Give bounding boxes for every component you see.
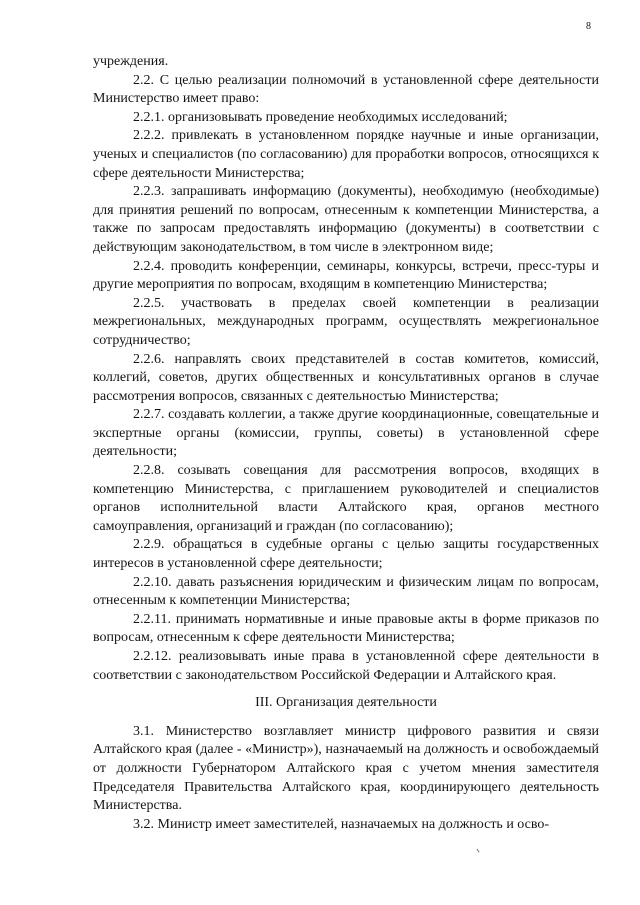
paragraph-2-2-12: 2.2.12. реализовывать иные права в установленной сфере деятельности в соответствии с законодательством Российской Федерации и Алтайского края. xyxy=(93,649,599,683)
paragraph-2-2-3: 2.2.3. запрашивать информацию (документы), необходимую (необходимые) для принятия решений по вопросам, отнесенным к компетенции Министерства, а также по запросам предоставлять информацию (документы) в соответствии с действующим законодательством, в том числе в электронном виде; xyxy=(93,184,599,255)
paragraph-2-2-6: 2.2.6. направлять своих представителей в состав комитетов, комиссий, коллегий, советов, других общественных и консультативных органов в случае рассмотрения вопросов, связанных с деятельностью Министерства; xyxy=(93,351,599,404)
page-number: 8 xyxy=(586,21,591,32)
paragraph-2-2-1: 2.2.1. организовывать проведение необходимых исследований; xyxy=(133,109,508,125)
paragraph-2-2-4: 2.2.4. проводить конференции, семинары, конкурсы, встречи, пресс-туры и другие мероприятия по вопросам, входящим в компетенцию Министерства; xyxy=(93,258,599,293)
document-body xyxy=(93,53,599,834)
paragraph-2-2-10: 2.2.10. давать разъяснения юридическим и физическим лицам по вопросам, отнесенным к компетенции Министерства; xyxy=(93,574,599,609)
paragraph-3-1: 3.1. Министерство возглавляет министр цифрового развития и связи Алтайского края (далее - «Министр»), назначаемый на должность и освобождаемый от должности Губернатором Алтайского края с учетом мнения заместителя Председателя Правительства Алтайского края, координирующего деятельность Министерства. xyxy=(93,723,599,814)
paragraph-2-2-9: 2.2.9. обращаться в судебные органы с целью защиты государственных интересов в установленной сфере деятельности; xyxy=(93,537,599,572)
paragraph-2-2-11: 2.2.11. принимать нормативные и иные правовые акты в форме приказов по вопросам, отнесенным к сфере деятельности Министерства; xyxy=(93,611,599,646)
paragraph-2-2-2: 2.2.2. привлекать в установленном порядке научные и иные организации, ученых и специалистов (по согласованию) для проработки вопросов, относящихся к сфере деятельности Министерства; xyxy=(93,128,599,181)
paragraph-continuation: учреждения. xyxy=(93,54,169,69)
scan-mark xyxy=(476,845,484,852)
paragraph-3-2: 3.2. Министр имеет заместителей, назначаемых на должность и осво- xyxy=(133,816,550,832)
paragraph-2-2: 2.2. С целью реализации полномочий в установленной сфере деятельности Министерство имеет право: xyxy=(93,72,599,107)
paragraph-2-2-8: 2.2.8. созывать совещания для рассмотрения вопросов, входящих в компетенцию Министерства, с приглашением руководителей и специалистов органов исполнительной власти Алтайского края, органов местного самоуправления, организаций и граждан (по согласованию); xyxy=(93,463,599,534)
section-heading: III. Организация деятельности xyxy=(255,695,437,711)
paragraph-2-2-7: 2.2.7. создавать коллегии, а также другие координационные, совещательные и экспертные органы (комиссии, группы, советы) в установленной сфере деятельности; xyxy=(93,407,599,460)
paragraph-2-2-5: 2.2.5. участвовать в пределах своей компетенции в реализации межрегиональных, международных программ, осуществлять межрегиональное сотрудничество; xyxy=(93,295,599,348)
